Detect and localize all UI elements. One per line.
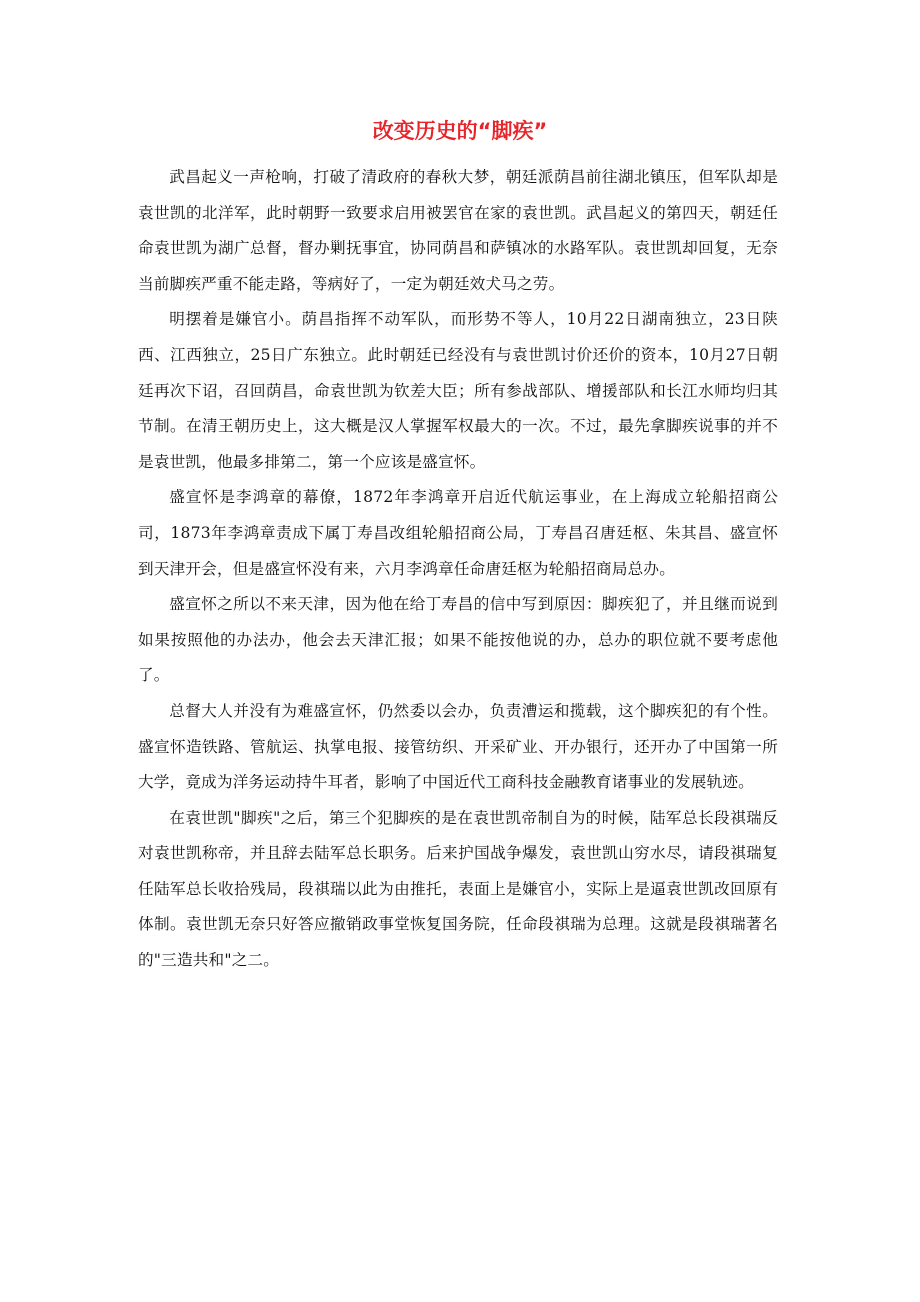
document-title: 改变历史的“脚疾” <box>372 119 548 143</box>
paragraph-6: 在袁世凯"脚疾"之后，第三个犯脚疾的是在袁世凯帝制自为的时候，陆军总长段祺瑞反对袁世凯称帝，并且辞去陆军总长职务。后来护国战争爆发，袁世凯山穷水尽，请段祺瑞复任陆军总长收拾残局，段祺瑞以此为由推托，表面上是嫌官小，实际上是逼袁世凯改回原有体制。袁世凯无奈只好答应撤销政事堂恢复国务院，任命段祺瑞为总理。这就是段祺瑞著名的"三造共和"之二。 <box>138 808 778 970</box>
paragraph-1: 武昌起义一声枪响，打破了清政府的春秋大梦，朝廷派荫昌前往湖北镇压，但军队却是袁世凯的北洋军，此时朝野一致要求启用被罢官在家的袁世凯。武昌起义的第四天，朝廷任命袁世凯为湖广总督，督办剿抚事宜，协同荫昌和萨镇冰的水路军队。袁世凯却回复，无奈当前脚疾严重不能走路，等病好了，一定为朝廷效犬马之劳。 <box>138 168 778 293</box>
document-body <box>138 160 778 979</box>
paragraph-5: 总督大人并没有为难盛宣怀，仍然委以会办，负责漕运和揽载，这个脚疾犯的有个性。盛宣怀造铁路、管航运、执掌电报、接管纺织、开采矿业、开办银行，还开办了中国第一所大学，竟成为洋务运动持牛耳者，影响了中国近代工商科技金融教育诸事业的发展轨迹。 <box>138 701 778 792</box>
paragraph-4: 盛宣怀之所以不来天津，因为他在给丁寿昌的信中写到原因：脚疾犯了，并且继而说到如果按照他的办法办，他会去天津汇报；如果不能按他说的办，总办的职位就不要考虑他了。 <box>138 595 778 685</box>
paragraph-2: 明摆着是嫌官小。荫昌指挥不动军队，而形势不等人，10月22日湖南独立，23日陕西、江西独立，25日广东独立。此时朝廷已经没有与袁世凯讨价还价的资本，10月27日朝廷再次下诏，召回荫昌，命袁世凯为钦差大臣；所有参战部队、增援部队和长江水师均归其节制。在清王朝历史上，这大概是汉人掌握军权最大的一次。不过，最先拿脚疾说事的并不是袁世凯，他最多排第二，第一个应该是盛宣怀。 <box>138 310 778 471</box>
paragraph-3: 盛宣怀是李鸿章的幕僚，1872年李鸿章开启近代航运事业，在上海成立轮船招商公司，1873年李鸿章责成下属丁寿昌改组轮船招商公局，丁寿昌召唐廷枢、朱其昌、盛宣怀到天津开会，但是盛宣怀没有来，六月李鸿章任命唐廷枢为轮船招商局总办。 <box>138 488 778 578</box>
